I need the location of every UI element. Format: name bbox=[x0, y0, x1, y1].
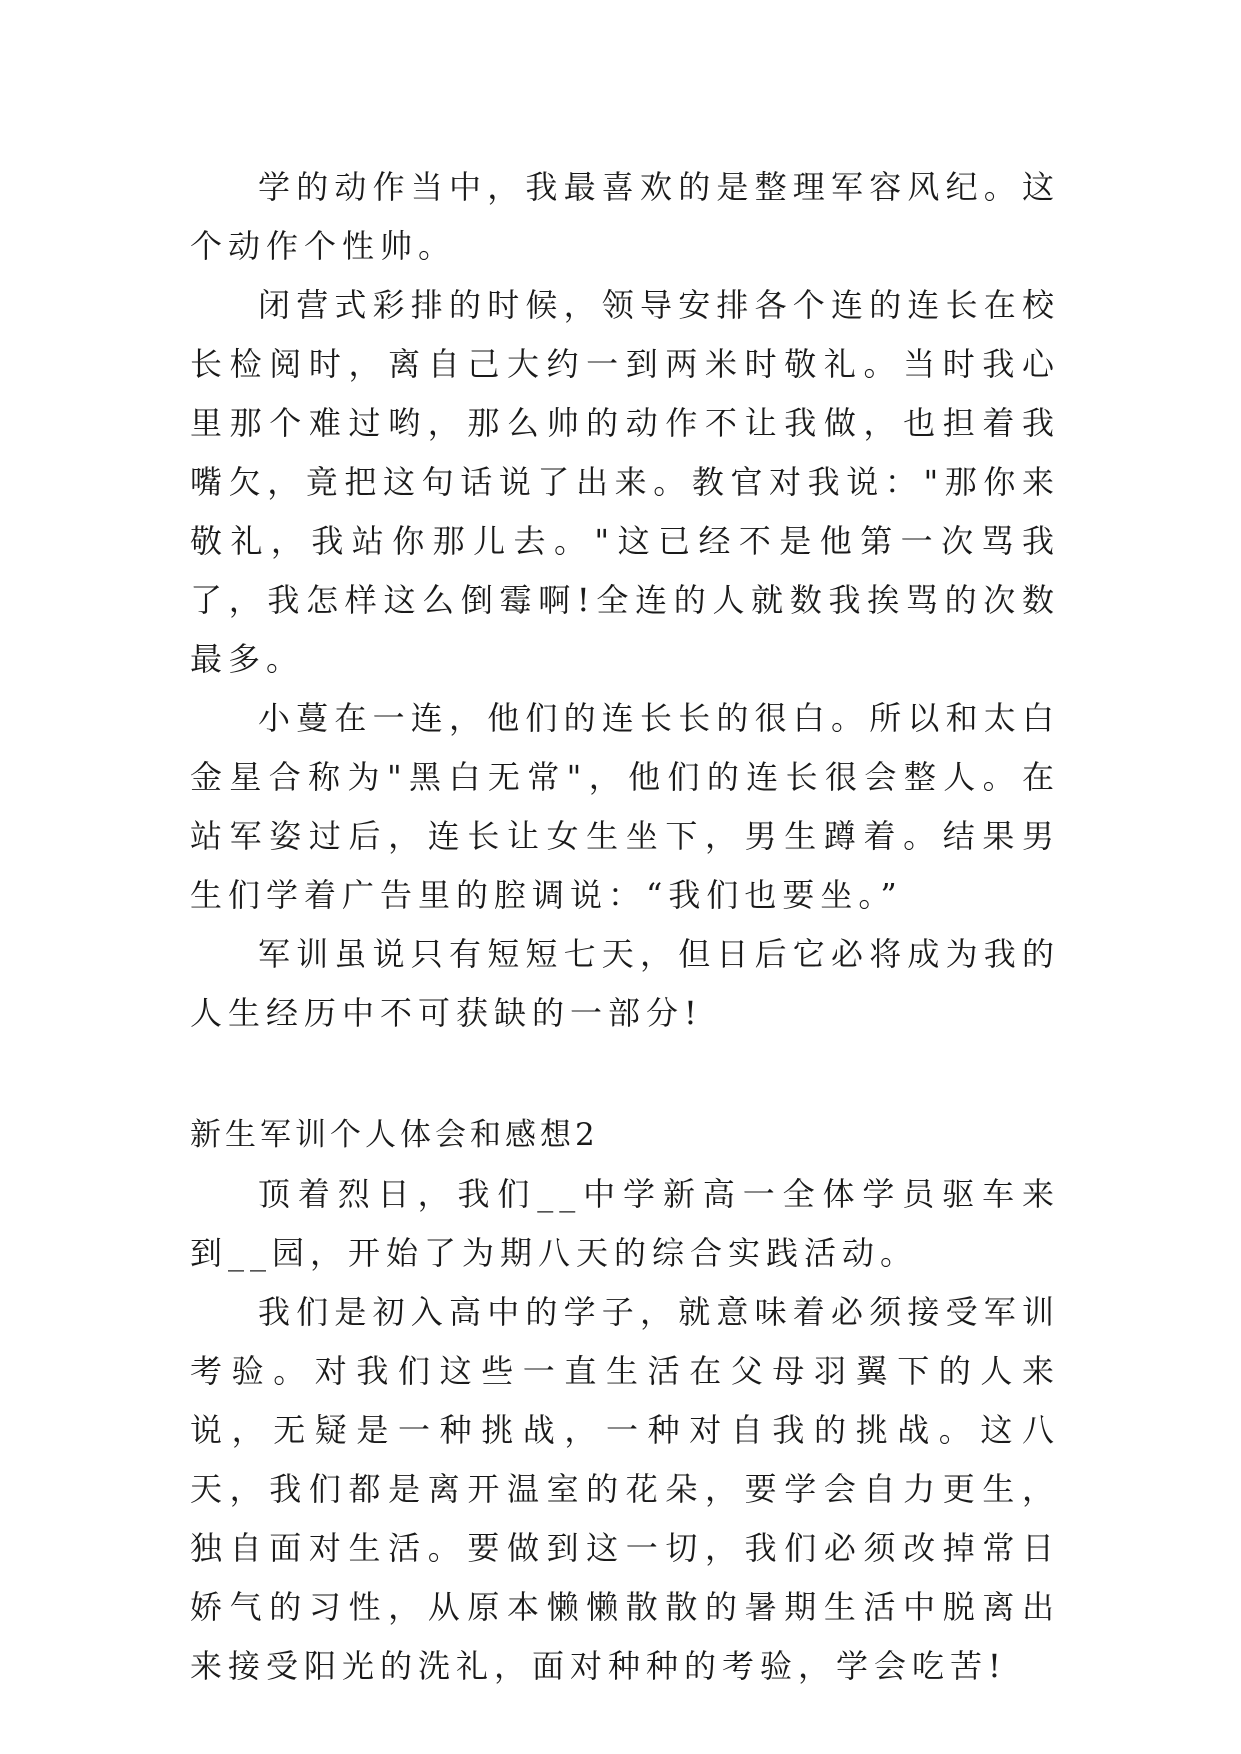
paragraph-seven-days: 军训虽说只有短短七天，但日后它必将成为我的人生经历中不可获缺的一部分! bbox=[190, 935, 1060, 1032]
paragraph-military-posture: 学的动作当中，我最喜欢的是整理军容风纪。这个动作个性帅。 bbox=[190, 168, 1060, 265]
paragraph-first-company: 小蔓在一连，他们的连长长的很白。所以和太白金星合称为"黑白无常"，他们的连长很会整人。在站军姿过后，连长让女生坐下，男生蹲着。结果男生们学着广告里的腔调说：“我们也要坐。” bbox=[190, 699, 1060, 914]
paragraph-challenge: 我们是初入高中的学子，就意味着必须接受军训考验。对我们这些一直生活在父母羽翼下的人来说，无疑是一种挑战，一种对自我的挑战。这八天，我们都是离开温室的花朵，要学会自力更生，独自面对生活。要做到这一切，我们必须改掉常日娇气的习性，从原本懒懒散散的暑期生活中脱离出来接受阳光的洗礼，面对种种的考验，学会吃苦! bbox=[190, 1293, 1060, 1685]
paragraph-arrival: 顶着烈日，我们__中学新高一全体学员驱车来到__园，开始了为期八天的综合实践活动。 bbox=[190, 1175, 1060, 1272]
section-heading: 新生军训个人体会和感想2 bbox=[190, 1117, 599, 1153]
paragraph-closing-rehearsal: 闭营式彩排的时候，领导安排各个连的连长在校长检阅时，离自己大约一到两米时敬礼。当时我心里那个难过哟，那么帅的动作不让我做，也担着我嘴欠，竟把这句话说了出来。教官对我说："那你来敬礼，我站你那儿去。"这已经不是他第一次骂我了，我怎样这么倒霉啊!全连的人就数我挨骂的次数最多。 bbox=[190, 286, 1060, 678]
document-page bbox=[190, 158, 1060, 1696]
